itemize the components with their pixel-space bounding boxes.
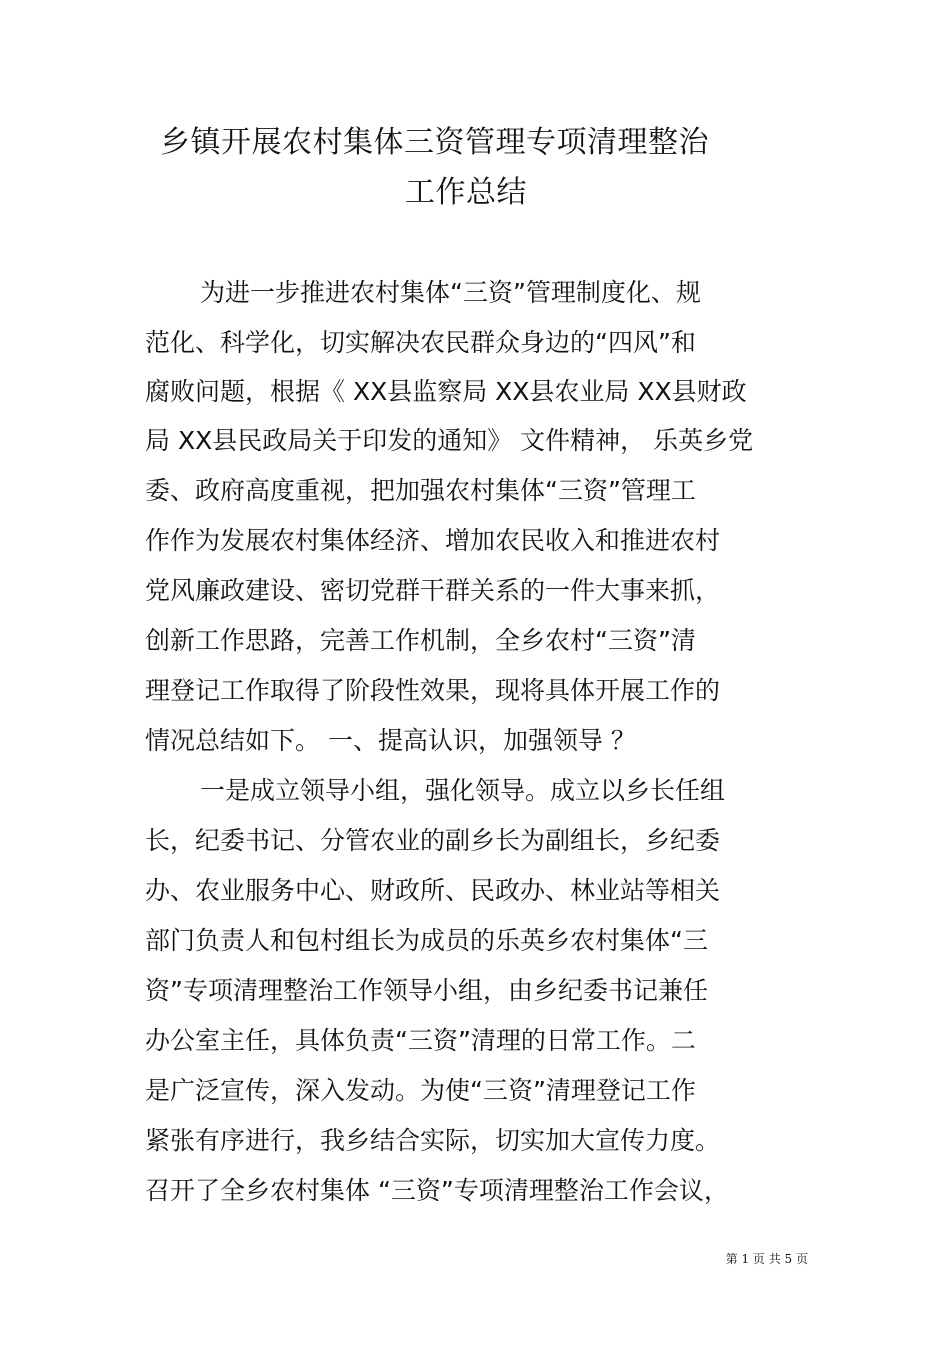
body-line: 党风廉政建设、密切党群干群关系的一件大事来抓， bbox=[145, 576, 721, 605]
title-line-1: 乡镇开展农村集体三资管理专项清理整治 bbox=[160, 125, 709, 160]
page-number-footer: 第 1 页 共 5 页 bbox=[725, 1252, 808, 1266]
body-line: 部门负责人和包村组长为成员的乐英乡农村集体“三 bbox=[145, 926, 708, 955]
body-line: 一是成立领导小组，强化领导。成立以乡长任组 bbox=[200, 776, 726, 805]
body-line: 资”专项清理整治工作领导小组，由乡纪委书记兼任 bbox=[145, 976, 708, 1005]
body-line: 紧张有序进行，我乡结合实际，切实加大宣传力度。 bbox=[145, 1126, 721, 1155]
body-line: 作作为发展农村集体经济、增加农民收入和推进农村 bbox=[145, 526, 721, 555]
body-line: 局 XX县民政局关于印发的通知》 文件精神， 乐英乡党 bbox=[145, 426, 754, 455]
body-line: 理登记工作取得了阶段性效果，现将具体开展工作的 bbox=[145, 676, 721, 705]
body-line: 办、农业服务中心、财政所、民政办、林业站等相关 bbox=[145, 876, 721, 905]
body-line: 范化、科学化，切实解决农民群众身边的“四风”和 bbox=[145, 328, 696, 357]
body-line: 情况总结如下。 一、提高认识，加强领导 ？ bbox=[145, 726, 636, 755]
body-line: 召开了全乡农村集体 “三资”专项清理整治工作会议， bbox=[145, 1176, 729, 1205]
body-line: 委、政府高度重视，把加强农村集体“三资”管理工 bbox=[145, 476, 696, 505]
body-line: 长，纪委书记、分管农业的副乡长为副组长，乡纪委 bbox=[145, 826, 721, 855]
body-line: 办公室主任，具体负责“三资”清理的日常工作。二 bbox=[145, 1026, 696, 1055]
body-line: 是广泛宣传，深入发动。为使“三资”清理登记工作 bbox=[145, 1076, 696, 1105]
body-line: 为进一步推进农村集体“三资”管理制度化、规 bbox=[200, 278, 701, 307]
body-line: 创新工作思路，完善工作机制，全乡农村“三资”清 bbox=[145, 626, 696, 655]
title-line-2: 工作总结 bbox=[405, 175, 527, 210]
body-line: 腐败问题，根据《 XX县监察局 XX县农业局 XX县财政 bbox=[145, 377, 747, 406]
